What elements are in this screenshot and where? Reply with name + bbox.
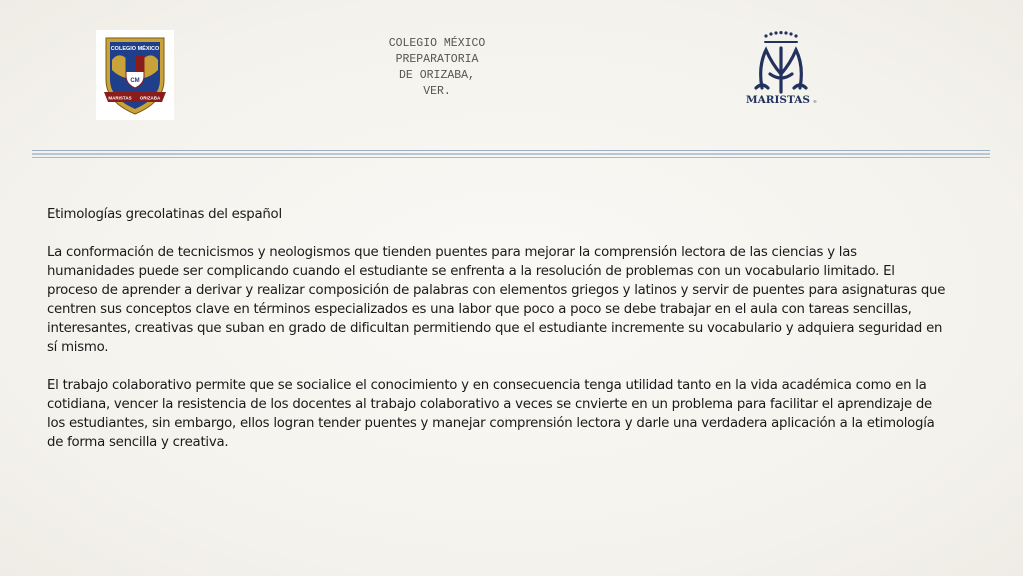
document-body bbox=[47, 205, 947, 452]
crest-top-text: COLEGIO MÉXICO bbox=[110, 46, 160, 52]
school-name-line: VER. bbox=[423, 85, 451, 98]
school-name-header bbox=[372, 36, 502, 100]
header-divider bbox=[32, 153, 990, 155]
crest-center-text: CM bbox=[130, 78, 140, 84]
crest-ribbon-left: MARISTAS bbox=[108, 95, 132, 101]
header-divider bbox=[32, 150, 990, 151]
header-divider bbox=[32, 157, 990, 158]
document-paragraph: La conformación de tecnicismos y neologismos que tienden puentes para mejorar la comprensión lectora de las ciencias y las humanidades puede ser complicando cuando el estudiante se enfrenta a la resolución de problemas con un vocabulario limitado. El proceso de aprender a derivar y realizar composición de palabras con elementos griegos y latinos y servir de puentes para asignaturas que centren sus conceptos clave en términos especializados es una labor que poco a poco se debe trabajar en el aula con tareas sencillas, interesantes, creativas que suban en grado de dificultan permitiendo que el estudiante incremente su vocabulario y adquiera seguridad en sí mismo. bbox=[47, 245, 946, 355]
school-name-line: DE ORIZABA, bbox=[399, 69, 475, 82]
school-name-line: COLEGIO MÉXICO bbox=[388, 37, 486, 50]
maristas-monogram-icon bbox=[744, 30, 818, 110]
svg-text:®: ® bbox=[813, 99, 817, 104]
maristas-wordmark: MARISTAS bbox=[746, 94, 810, 106]
document-paragraph: El trabajo colaborativo permite que se socialice el conocimiento y en consecuencia tenga utilidad tanto en la vida académica como en la cotidiana, vencer la resistencia de los docentes al trabajo colaborativo a veces se cnvierte en un problema para facilitar el aprendizaje de los estudiantes, sin embargo, ellos logran tender puentes y manejar comprensión lectora y darle una verdadera aplicación a la etimología de forma sencilla y creativa. bbox=[47, 378, 935, 450]
school-name-line: PREPARATORIA bbox=[395, 53, 479, 66]
crest-ribbon-right: ORIZABA bbox=[139, 95, 161, 101]
colegio-mexico-crest-icon bbox=[96, 30, 174, 120]
document-title: Etimologías grecolatinas del español bbox=[47, 207, 282, 222]
